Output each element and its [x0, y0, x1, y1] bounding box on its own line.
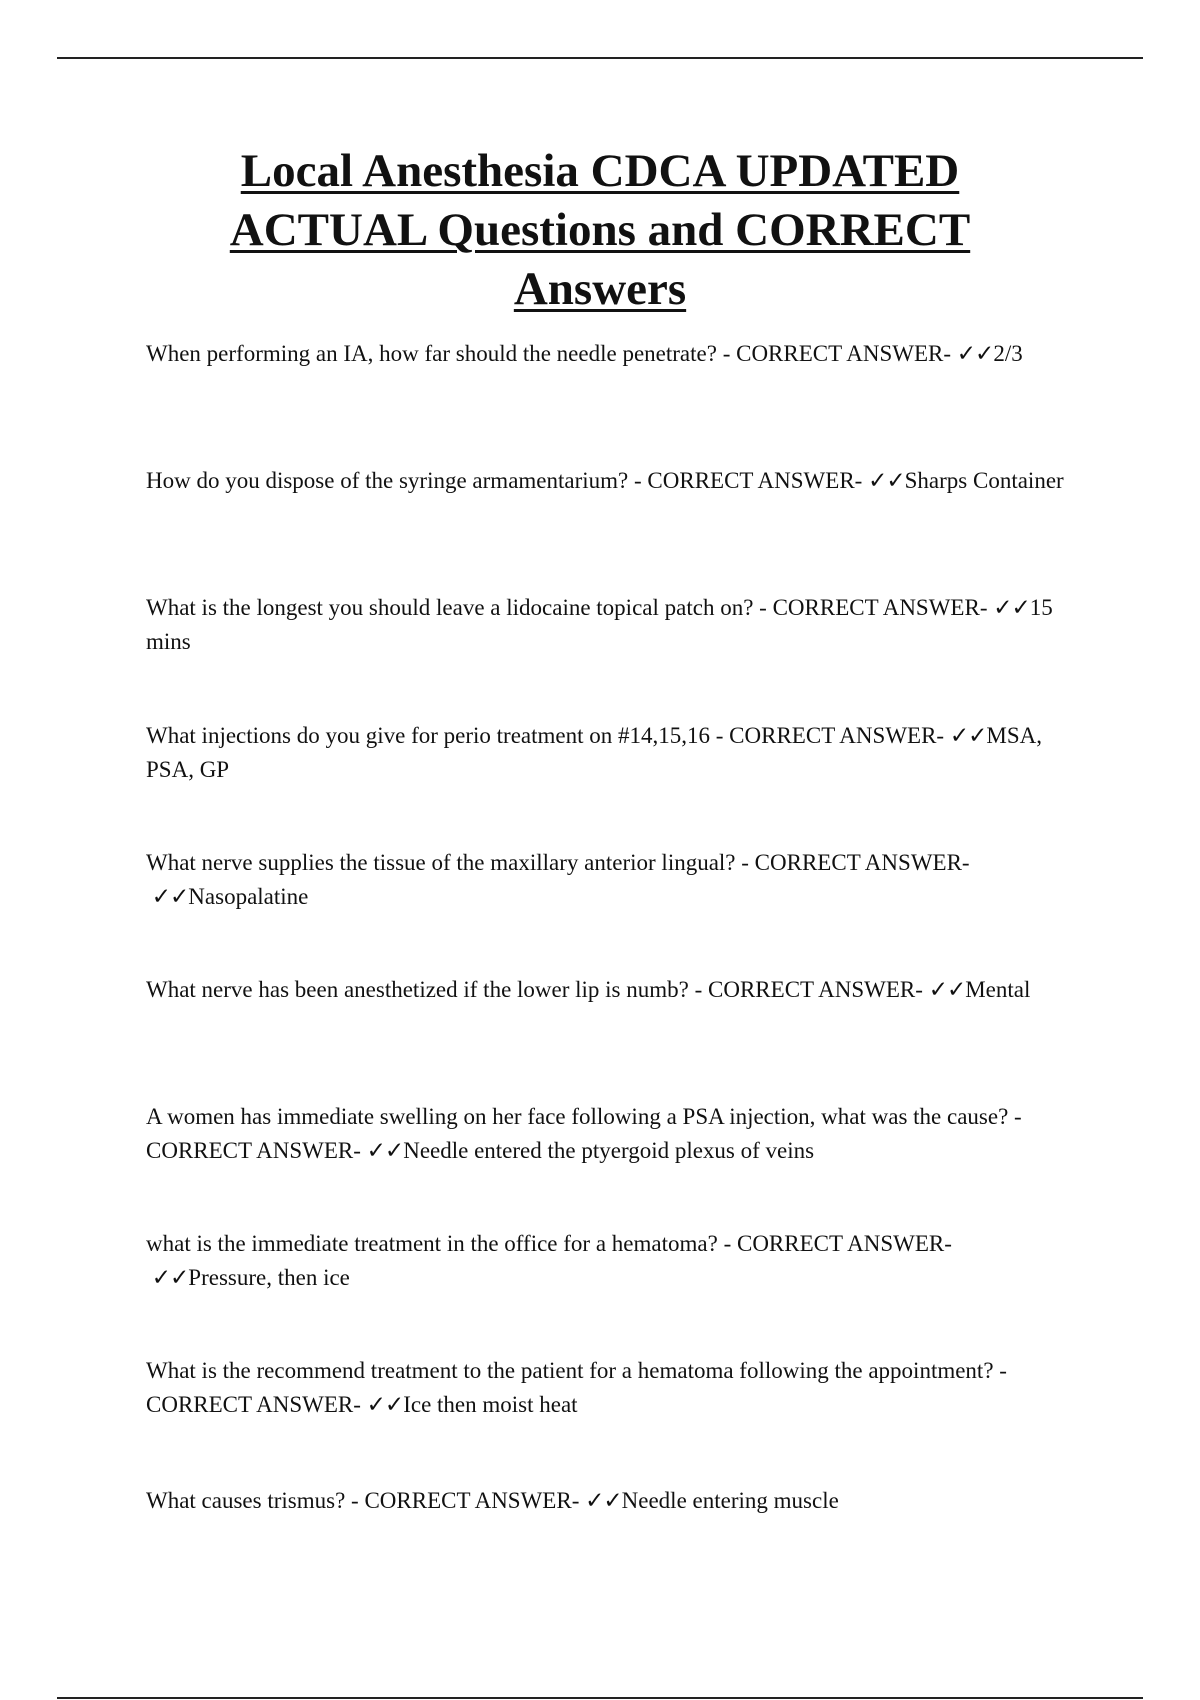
question-text: What injections do you give for perio treatment on #14,15,16 — [146, 723, 711, 748]
double-check-icon: ✓✓ — [151, 1265, 189, 1290]
double-check-icon: ✓✓ — [366, 1138, 404, 1163]
question-text: A women has immediate swelling on her face following a PSA injection, what was the cause? — [146, 1104, 1009, 1129]
double-check-icon: ✓✓ — [868, 468, 905, 493]
answer-prefix: - CORRECT ANSWER- — [741, 850, 970, 875]
answer-prefix: - CORRECT ANSWER- — [634, 468, 863, 493]
answer-text: Sharps Container — [904, 468, 1064, 493]
answer-text: Ice then moist heat — [403, 1392, 578, 1417]
question-text: What is the longest you should leave a lidocaine topical patch on? — [146, 595, 754, 620]
qa-item — [146, 973, 1076, 1007]
qa-item — [146, 846, 1076, 914]
question-text: What nerve has been anesthetized if the lower lip is numb? — [146, 977, 689, 1002]
question-text: What causes trismus? — [146, 1488, 346, 1513]
qa-item — [146, 1227, 1076, 1295]
double-check-icon: ✓✓ — [928, 977, 966, 1002]
answer-text: Needle entered the ptyergoid plexus of veins — [403, 1138, 815, 1163]
double-check-icon: ✓✓ — [956, 341, 994, 366]
qa-item — [146, 591, 1076, 659]
answer-prefix: - CORRECT ANSWER- — [715, 723, 945, 748]
qa-item — [146, 1484, 1076, 1518]
answer-text: Needle entering muscle — [621, 1488, 839, 1513]
double-check-icon: ✓✓ — [993, 595, 1030, 620]
answer-text: Pressure, then ice — [188, 1265, 350, 1290]
answer-text: MSA, PSA, GP — [146, 723, 1042, 782]
answer-prefix: - CORRECT ANSWER- — [146, 1358, 1007, 1417]
qa-item — [146, 464, 1076, 498]
answer-text: Nasopalatine — [188, 884, 309, 909]
header-rule — [57, 57, 1143, 59]
answer-prefix: - CORRECT ANSWER- — [694, 977, 923, 1002]
answer-prefix: - CORRECT ANSWER- — [722, 341, 952, 366]
double-check-icon: ✓✓ — [151, 884, 189, 909]
answer-text: 2/3 — [993, 341, 1023, 366]
double-check-icon: ✓✓ — [366, 1392, 404, 1417]
qa-item — [146, 1100, 1076, 1168]
answer-text: Mental — [965, 977, 1031, 1002]
double-check-icon: ✓✓ — [585, 1488, 622, 1513]
question-text: How do you dispose of the syringe armamentarium? — [146, 468, 629, 493]
double-check-icon: ✓✓ — [949, 723, 987, 748]
question-text: What nerve supplies the tissue of the maxillary anterior lingual? — [146, 850, 736, 875]
qa-item — [146, 719, 1076, 787]
answer-prefix: - CORRECT ANSWER- — [146, 1104, 1022, 1163]
question-text: what is the immediate treatment in the office for a hematoma? — [146, 1231, 718, 1256]
footer-rule — [57, 1697, 1143, 1699]
answer-prefix: - CORRECT ANSWER- — [759, 595, 988, 620]
qa-item — [146, 1354, 1076, 1422]
question-text: When performing an IA, how far should the needle penetrate? — [146, 341, 717, 366]
qa-item — [146, 337, 1076, 371]
question-text: What is the recommend treatment to the patient for a hematoma following the appointment? — [146, 1358, 994, 1383]
answer-prefix: - CORRECT ANSWER- — [723, 1231, 952, 1256]
answer-text: 15 mins — [146, 595, 1053, 654]
document-title: Local Anesthesia CDCA UPDATED ACTUAL Questions and CORRECT Answers — [229, 145, 971, 315]
answer-prefix: - CORRECT ANSWER- — [351, 1488, 580, 1513]
